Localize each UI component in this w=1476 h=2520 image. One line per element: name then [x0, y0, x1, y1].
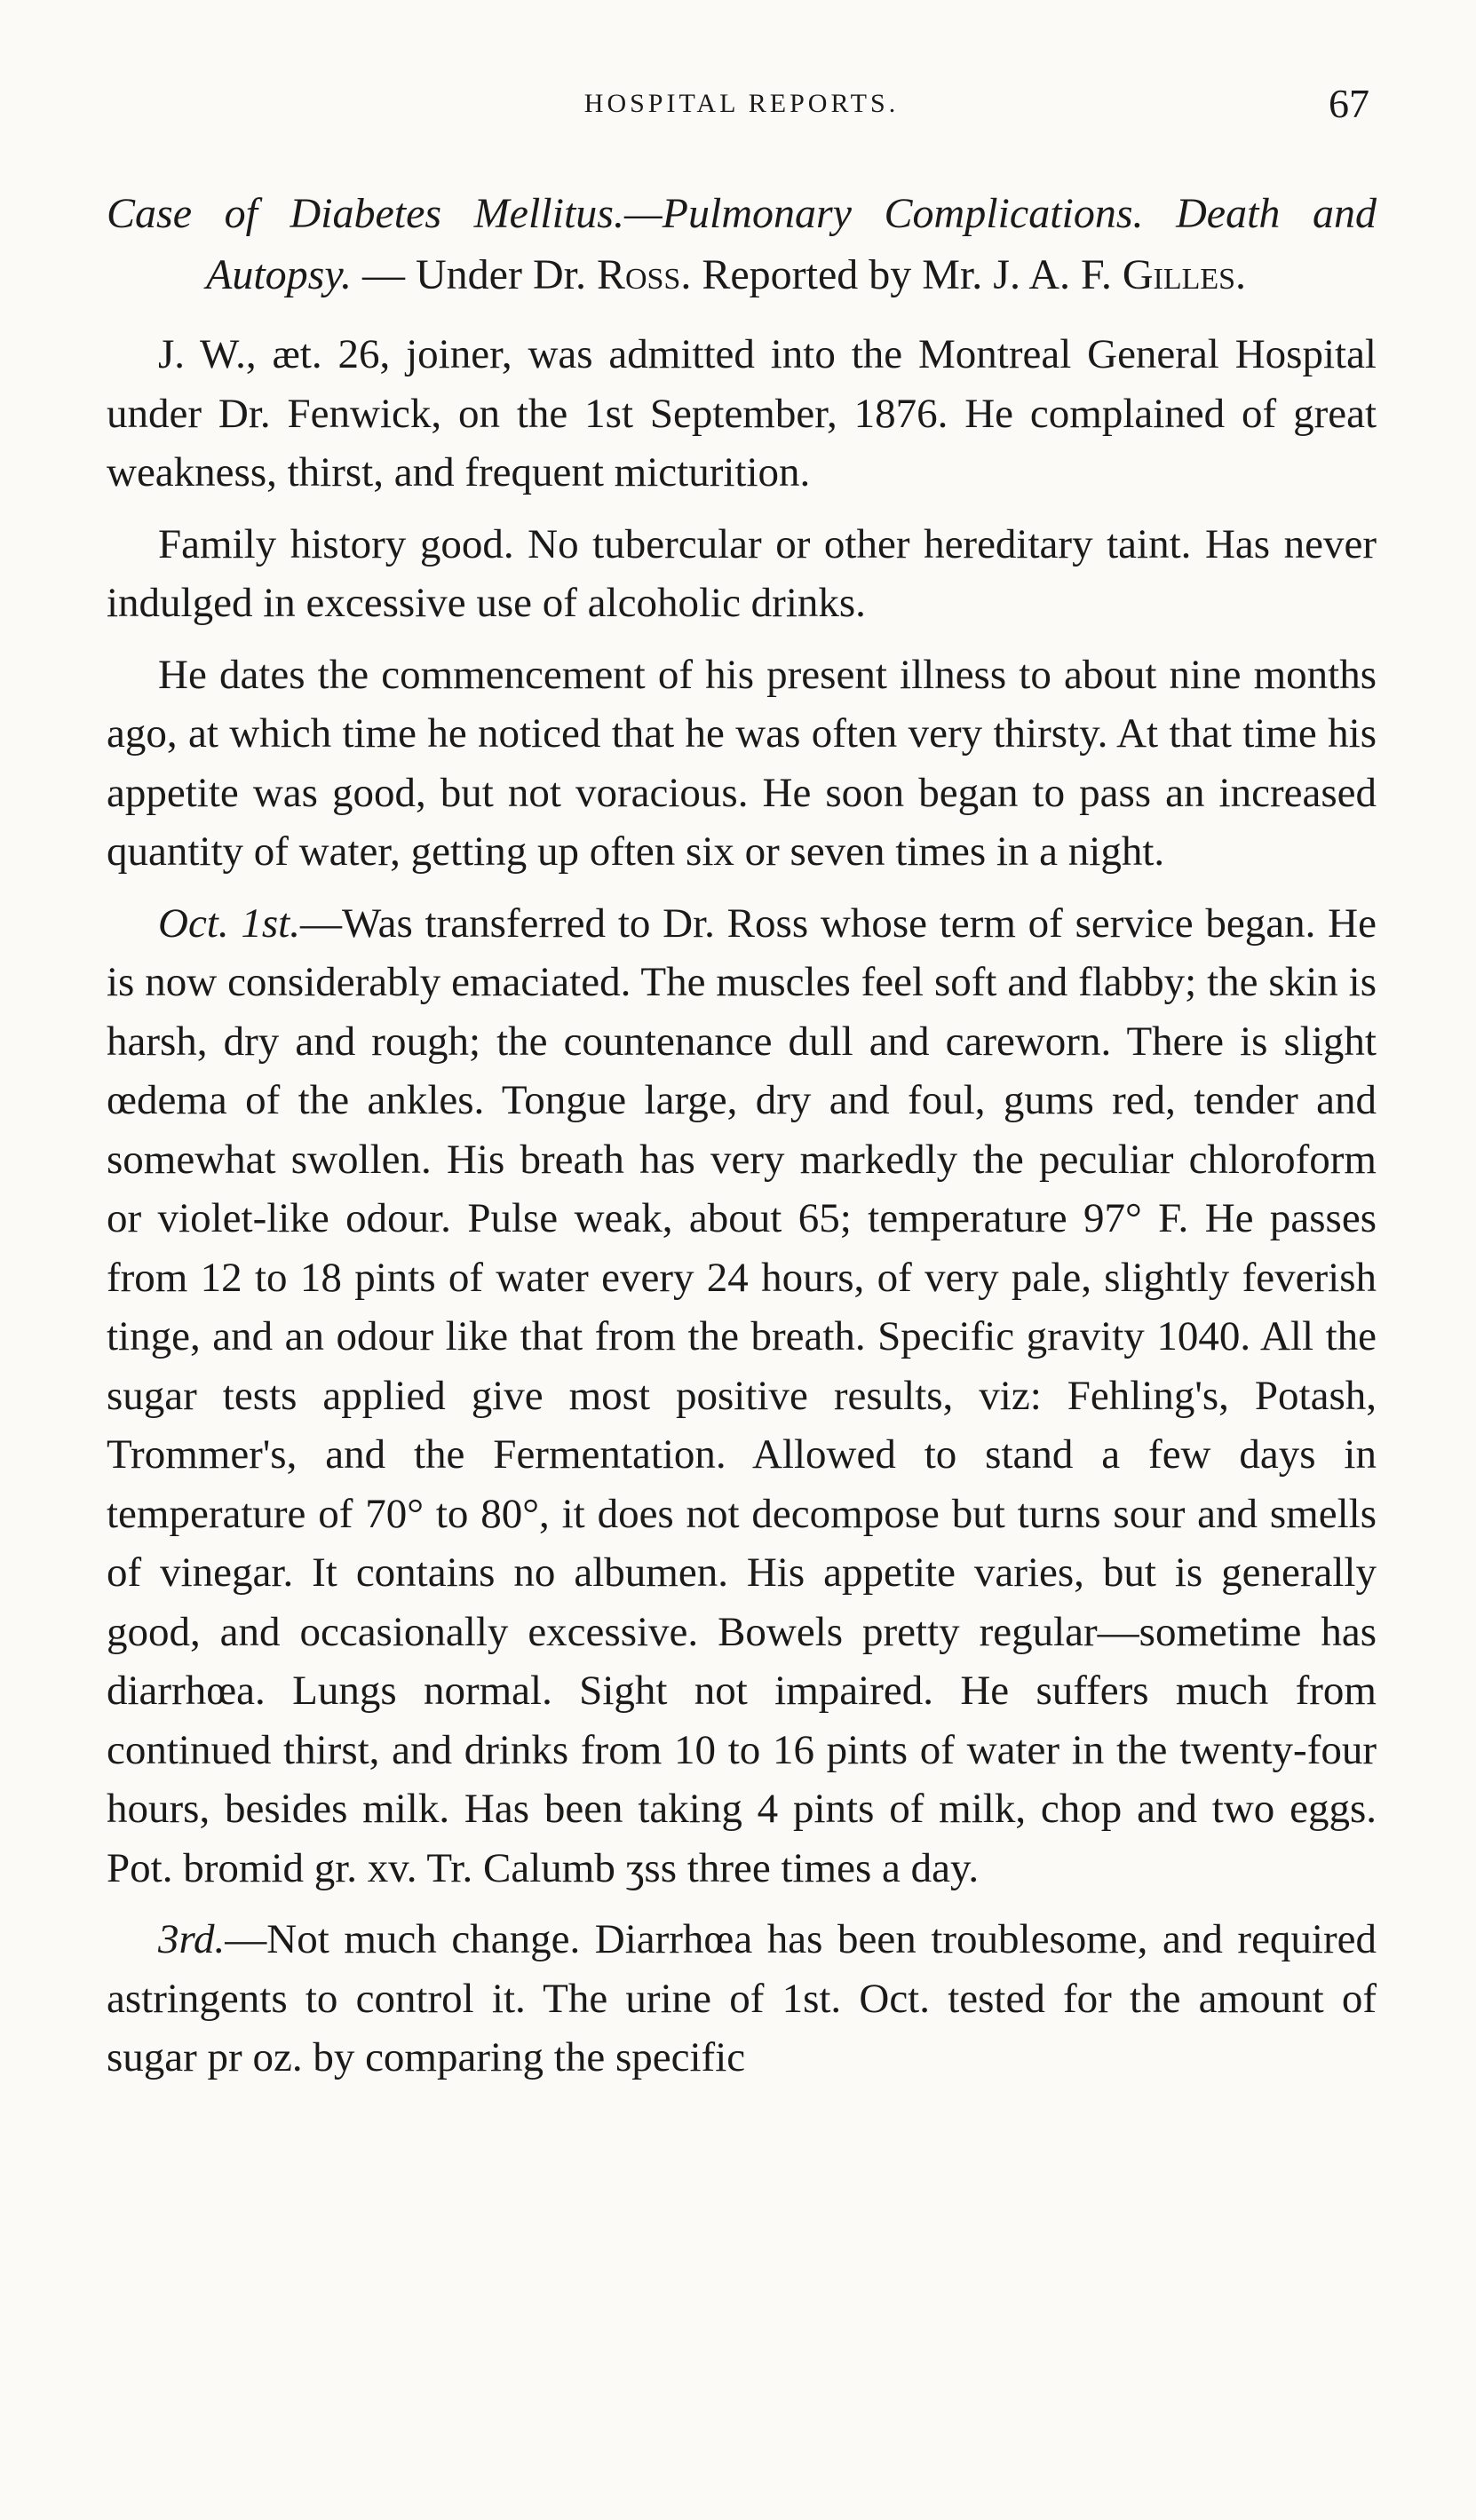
paragraph-text: —Not much change. Diarrhœa has been troublesome, and required astringents to control it. The urine of 1st. Oct. tested for the amount of sugar pr oz. by comparing the specific: [107, 1916, 1377, 2080]
paragraph-text: He dates the commencement of his present illness to about nine months ago, at which time he noticed that he was often very thirsty. At that time his appetite was good, but not voracious. He soon began to pass an increased quantity of water, getting up often six or seven times in a night.: [107, 651, 1377, 875]
paragraph-text: Family history good. No tubercular or other hereditary taint. Has never indulged in excessive use of alcoholic drinks.: [107, 520, 1377, 626]
paragraph-oct-1st: [107, 894, 1377, 1898]
case-title-under: — Under Dr.: [362, 251, 586, 298]
running-head: HOSPITAL REPORTS.: [583, 89, 900, 118]
case-title-italic: Case of Diabetes Mellitus.—Pulmonary Complications. Death and Autopsy.: [107, 190, 1377, 298]
reporter-name: Gilles.: [1122, 251, 1247, 298]
paragraph-text: J. W., æt. 26, joiner, was admitted into the Montreal General Hospital under Dr. Fenwick, on the 1st September, 1876. He complained of great weakness, thirst, and frequent micturition.: [107, 331, 1377, 495]
page-number: 67: [1329, 81, 1369, 126]
paragraph-lead: 3rd.: [158, 1916, 226, 1962]
paragraph-text: —Was transferred to Dr. Ross whose term of service began. He is now considerably emaciated. The muscles feel soft and flabby; the skin is harsh, dry and rough; the countenance dull and careworn. There is slight œdema of the ankles. Tongue large, dry and foul, gums red, tender and somewhat swollen. His breath has very markedly the peculiar chloroform or violet-like odour. Pulse weak, about 65; temperature 97° F. He passes from 12 to 18 pints of water every 24 hours, of very pale, slightly feverish tinge, and an odour like that from the breath. Specific gravity 1040. All the sugar tests applied give most positive results, viz: Fehling's, Potash, Trommer's, and the Fermentation. Allowed to stand a few days in temperature of 70° to 80°, it does not decompose but turns sour and smells of vinegar. It contains no albumen. His appetite varies, but is generally good, and occasionally excessive. Bowels pretty regular—sometime has diarrhœa. Lungs normal. Sight not impaired. He suffers much from continued thirst, and drinks from 10 to 16 pints of water in the twenty-four hours, besides milk. Has been taking 4 pints of milk, chop and two eggs. Pot. bromid gr. xv. Tr. Calumb ʒss three times a day.: [107, 899, 1377, 1891]
paragraph-admission: [107, 325, 1377, 503]
case-title: [107, 183, 1377, 305]
paragraph-lead: Oct. 1st.: [158, 899, 300, 947]
page-header: [107, 82, 1377, 139]
paragraph-3rd: [107, 1910, 1377, 2088]
physician-name: Ross.: [596, 251, 692, 298]
paragraph-family-history: [107, 515, 1377, 633]
paragraph-illness-onset: [107, 646, 1377, 882]
case-title-reported-by: Reported by Mr. J. A. F.: [702, 251, 1112, 298]
